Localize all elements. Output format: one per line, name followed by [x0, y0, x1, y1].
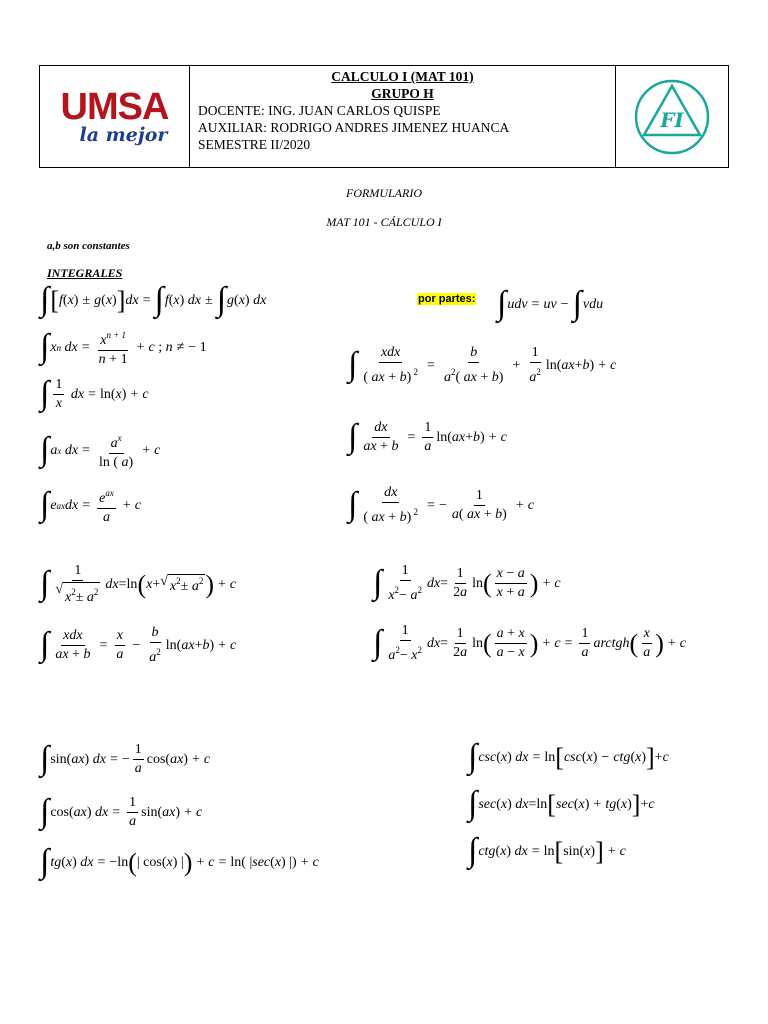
formula-xdx-square: ∫ $\frac{\text{xdx}}{( ax + b) ^2}$ = $\frac{b}{a^2( ax + b)}$ + $\frac{1}{a^2}$ ln( ax + b ) + c	[348, 345, 617, 385]
header-table	[39, 65, 729, 168]
formula-xdx-linear: ∫ $\frac{\text{xdx}}{ax + b}$ = $\frac{x}{a}$ − $\frac{b}{a^2}$ ln( ax + b ) + c	[40, 625, 237, 665]
formula-x2-minus-a2: ∫ $\frac{1}{x^2- a^2}$ dx = $\frac{1}{2a}$ ln ( $\frac{x - a}{x + a}$ ) + c	[373, 563, 561, 603]
formula-exponential-a: ∫ a x dx = $\frac{a^x}{\ln ( a)}$ + c	[40, 430, 161, 470]
formula-inverse-sqrt: ∫ 1 √ $x^2\pm a^2$ dx =ln ( x + √ $x^2\pm a^2$ ) + c	[40, 563, 237, 605]
por-partes-highlight: por partes:	[418, 293, 476, 305]
formula-a2-minus-x2: ∫ $\frac{1}{a^2- x^2}$ dx = $\frac{1}{2a}$ ln ( $\frac{a + x}{a - x}$ ) + c = $\frac{1}{a}$ arctgh ( $\frac{x}{a}$ ) + c	[373, 623, 686, 663]
semester-line: SEMESTRE II/2020	[198, 137, 311, 152]
svg-text:FI: FI	[660, 107, 684, 132]
constants-note: a,b son constantes	[47, 240, 130, 252]
formula-cos: ∫ cos( ax ) dx = $\frac{1}{a}$ sin( ax ) + c	[40, 792, 203, 830]
formulario-title: FORMULARIO	[346, 186, 422, 200]
formula-reciprocal: ∫ $\frac{1}{x}$ dx = ln( x ) + c	[40, 374, 149, 412]
formula-dx-linear: ∫ $\frac{dx}{ax + b}$ = $\frac{1}{a}$ ln( ax + b ) + c	[348, 417, 507, 455]
formula-linearity: ∫ [ f ( x ) ± g ( x ) ] dx = ∫ f ( x ) dx ± ∫ g ( x ) dx	[40, 281, 267, 318]
umsa-logo	[60, 85, 169, 146]
auxiliar-line: AUXILIAR: RODRIGO ANDRES JIMENEZ HUANCA	[198, 120, 510, 135]
course-group: GRUPO H	[371, 86, 434, 101]
umsa-logo-brand: UMSA	[60, 85, 169, 128]
formula-csc: ∫ csc ( x ) dx = ln [ csc ( x ) − ctg ( x ) ] + c	[468, 738, 669, 775]
umsa-logo-tagline: la mejor	[79, 123, 168, 146]
fi-seal-icon	[632, 77, 712, 157]
formula-dx-linear-square: ∫ $\frac{dx}{( ax + b) ^2}$ = − $\frac{1}{a( ax + b)}$ + c	[348, 485, 534, 525]
section-integrales: INTEGRALES	[47, 266, 123, 280]
formula-tg: ∫ tg ( x ) dx = −ln ( | cos( x ) | ) + c = ln( | sec ( x ) |) + c	[40, 843, 319, 880]
formula-sec: ∫ sec ( x ) dx =ln [ sec ( x ) + tg ( x ) ] + c	[468, 785, 655, 822]
formula-power: ∫ x n dx = $\frac{x^{n + 1}}{n + 1}$ + c ; n ≠ − 1	[40, 327, 207, 367]
course-title: CALCULO I (MAT 101)	[331, 69, 474, 84]
formula-sin: ∫ sin( ax ) dx = − $\frac{1}{a}$ cos( ax ) + c	[40, 739, 211, 777]
fi-seal-cell	[616, 66, 728, 167]
formula-ctg: ∫ ctg ( x ) dx = ln [ sin( x ) ] + c	[468, 832, 626, 869]
formula-exponential-e: ∫ e ax dx = $\frac{e^{ax}}{a}$ + c	[40, 485, 142, 525]
umsa-logo-cell	[40, 66, 190, 167]
course-info-cell	[190, 66, 616, 167]
docente-line: DOCENTE: ING. JUAN CARLOS QUISPE	[198, 103, 441, 118]
formula-by-parts: ∫ udv = uv − ∫ vdu	[497, 285, 604, 322]
course-subtitle: MAT 101 - CÁLCULO I	[326, 215, 442, 229]
